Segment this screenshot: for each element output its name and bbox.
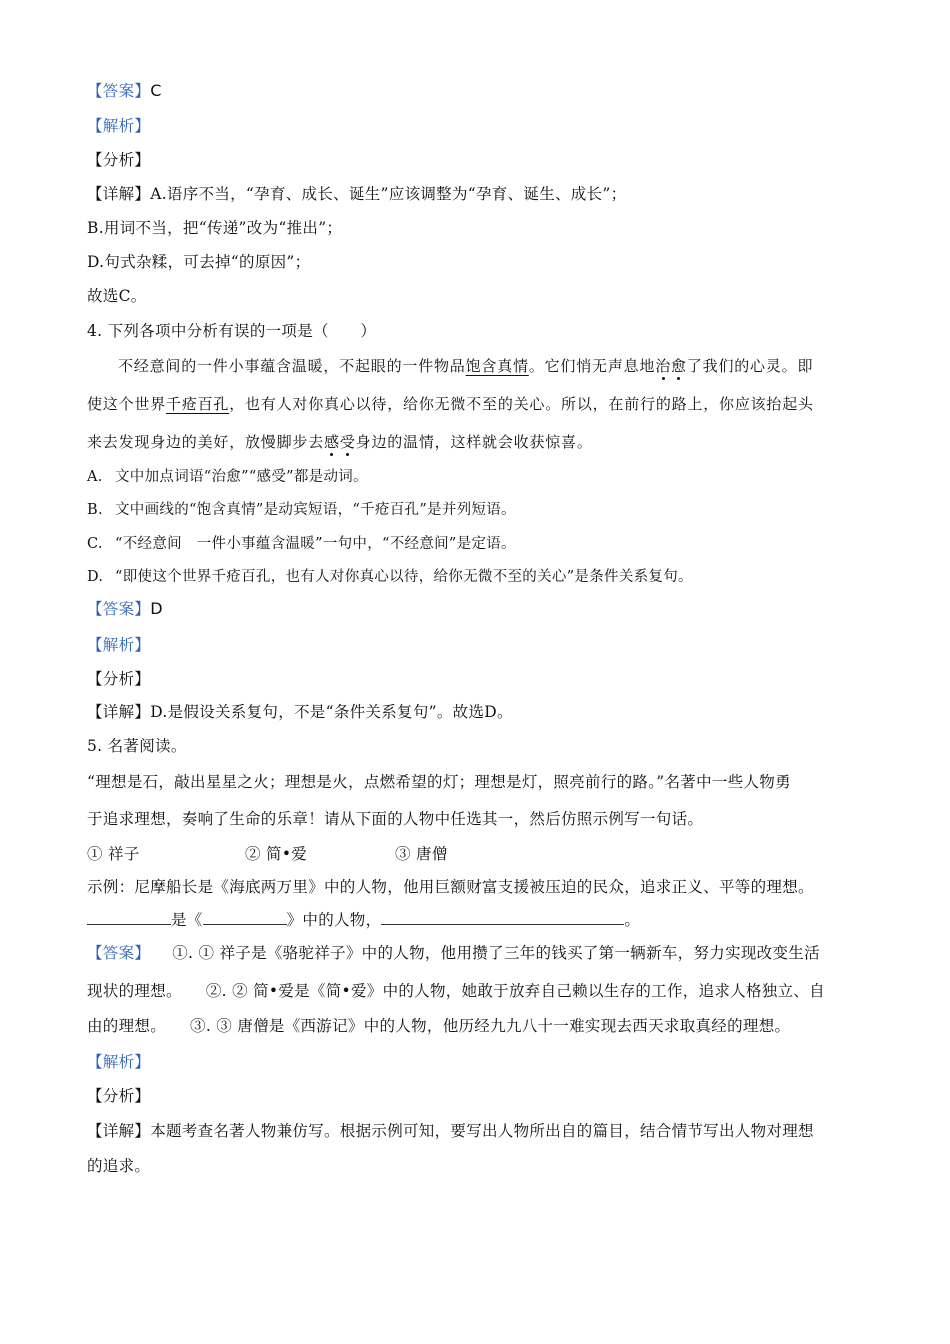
answer-text: ②. ② 简•爱是《简•爱》中的人物，她敢于放弃自己赖以生存的工作，追求人格独立、自	[205, 982, 825, 1000]
choice-item: ③ 唐僧	[395, 845, 448, 863]
detail-tag: 【详解】	[87, 1122, 151, 1140]
answer-tag: 【答案】	[87, 944, 151, 962]
passage-text: 了我们的心灵。即	[686, 357, 814, 375]
underlined-phrase: 千疮百孔	[166, 395, 230, 413]
dotted-char: 治	[655, 357, 672, 375]
passage-text: ，也有人对你真心以待，给你无微不至的关心。所以，在前行的路上，你应该抬起头	[229, 395, 814, 413]
answer-tag: 【答案】	[87, 600, 151, 618]
passage-text: 来去发现身边的美好，放慢脚步去	[87, 433, 325, 451]
detail-text: D.句式杂糅，可去掉“的原因”；	[87, 253, 311, 271]
passage-line	[87, 393, 870, 415]
blank-sentence[interactable]	[381, 910, 624, 925]
prompt-text: 于追求理想，奏响了生命的乐章！请从下面的人物中任选其一，然后仿照示例写一句话。	[87, 810, 704, 828]
answer-text: ③. ③ 唐僧是《西游记》中的人物，他历经九九八十一难实现去西天求取真经的理想。	[190, 1017, 791, 1035]
detail-text: 的追求。	[87, 1157, 151, 1175]
choice-item: ② 简•爱	[245, 845, 308, 863]
q5-answer-line	[87, 942, 870, 964]
fenxi-tag: 【分析】	[87, 670, 151, 688]
example-text: 示例：尼摩船长是《海底两万里》中的人物，他用巨额财富支援被压迫的民众，追求正义、平等的理想。	[87, 878, 814, 896]
detail-text: D.是假设关系复句，不是“条件关系复句”。故选D。	[150, 703, 513, 721]
option-label: C.	[87, 536, 103, 552]
fill-text: 是《	[171, 911, 203, 929]
detail-line	[87, 701, 870, 723]
prompt-text: “理想是石，敲出星星之火；理想是火，点燃希望的灯；理想是灯，照亮前行的路。”名著中一些人物勇	[87, 773, 791, 791]
detail-text: A.语序不当，“孕育、成长、诞生”应该调整为“孕育、诞生、成长”；	[150, 185, 627, 203]
detail-text: 本题考查名著人物兼仿写。根据示例可知，要写出人物所出自的篇目，结合情节写出人物对理想	[150, 1122, 814, 1140]
answer-line	[87, 980, 870, 1002]
analysis-tag: 【解析】	[87, 117, 151, 135]
answer-text: 由的理想。	[87, 1017, 167, 1035]
option-text: 文中加点词语“治愈”“感受”都是动词。	[115, 469, 368, 485]
passage-line	[87, 431, 870, 453]
option-label: A.	[87, 469, 103, 485]
q4-answer-line	[87, 598, 870, 620]
fill-in-line	[87, 909, 870, 931]
option-label: B.	[87, 502, 103, 518]
detail-line	[87, 183, 870, 205]
option-a	[87, 466, 870, 488]
question-title: 5. 名著阅读。	[87, 737, 187, 755]
answer-line	[87, 1015, 870, 1037]
fill-text: 。	[624, 911, 641, 929]
conclusion-text: 故选C。	[87, 287, 147, 305]
passage-text: 。它们悄无声息地	[528, 357, 656, 375]
option-d	[87, 566, 870, 588]
passage-text: 使这个世界	[87, 395, 167, 413]
option-text: 文中画线的“饱含真情”是动宾短语，“千疮百孔”是并列短语。	[115, 502, 516, 518]
choice-item: ① 祥子	[87, 845, 140, 863]
dotted-char: 愈	[671, 357, 687, 375]
option-c	[87, 533, 870, 555]
option-text: “即使这个世界千疮百孔，也有人对你真心以待，给你无微不至的关心”是条件关系复句。	[115, 569, 693, 585]
option-b	[87, 499, 870, 521]
detail-tag: 【详解】	[87, 185, 151, 203]
detail-text: B.用词不当，把“传递”改为“推出”；	[87, 219, 343, 237]
question-title: 4. 下列各项中分析有误的一项是（ ）	[87, 322, 377, 340]
answer-text: 现状的理想。	[87, 982, 182, 1000]
analysis-tag: 【解析】	[87, 636, 151, 654]
character-choices	[87, 843, 870, 865]
answer-text: ①. ① 祥子是《骆驼祥子》中的人物，他用攒了三年的钱买了第一辆新车，努力实现改变生活	[172, 944, 820, 962]
underlined-phrase: 饱含真情	[465, 357, 529, 375]
option-label: D.	[87, 569, 104, 585]
option-text: “不经意间 一件小事蕴含温暖”一句中，“不经意间”是定语。	[115, 536, 516, 552]
dotted-char: 受	[339, 433, 356, 451]
blank-book[interactable]	[203, 910, 287, 925]
passage-text: 身边的温情，这样就会收获惊喜。	[355, 433, 593, 451]
fenxi-tag: 【分析】	[87, 1087, 151, 1105]
detail-line	[87, 1120, 870, 1142]
detail-tag: 【详解】	[87, 703, 151, 721]
blank-character[interactable]	[87, 910, 171, 925]
answer-tag: 【答案】	[87, 82, 151, 100]
passage-text: 不经意间的一件小事蕴含温暖，不起眼的一件物品	[118, 357, 466, 375]
passage-line	[118, 355, 870, 377]
fenxi-tag: 【分析】	[87, 151, 151, 169]
dotted-char: 感	[324, 433, 340, 451]
answer-value: D	[150, 599, 163, 618]
fill-text: 》中的人物，	[286, 911, 382, 929]
answer-value: C	[150, 81, 162, 100]
q3-answer-line	[87, 80, 870, 102]
analysis-tag: 【解析】	[87, 1053, 151, 1071]
